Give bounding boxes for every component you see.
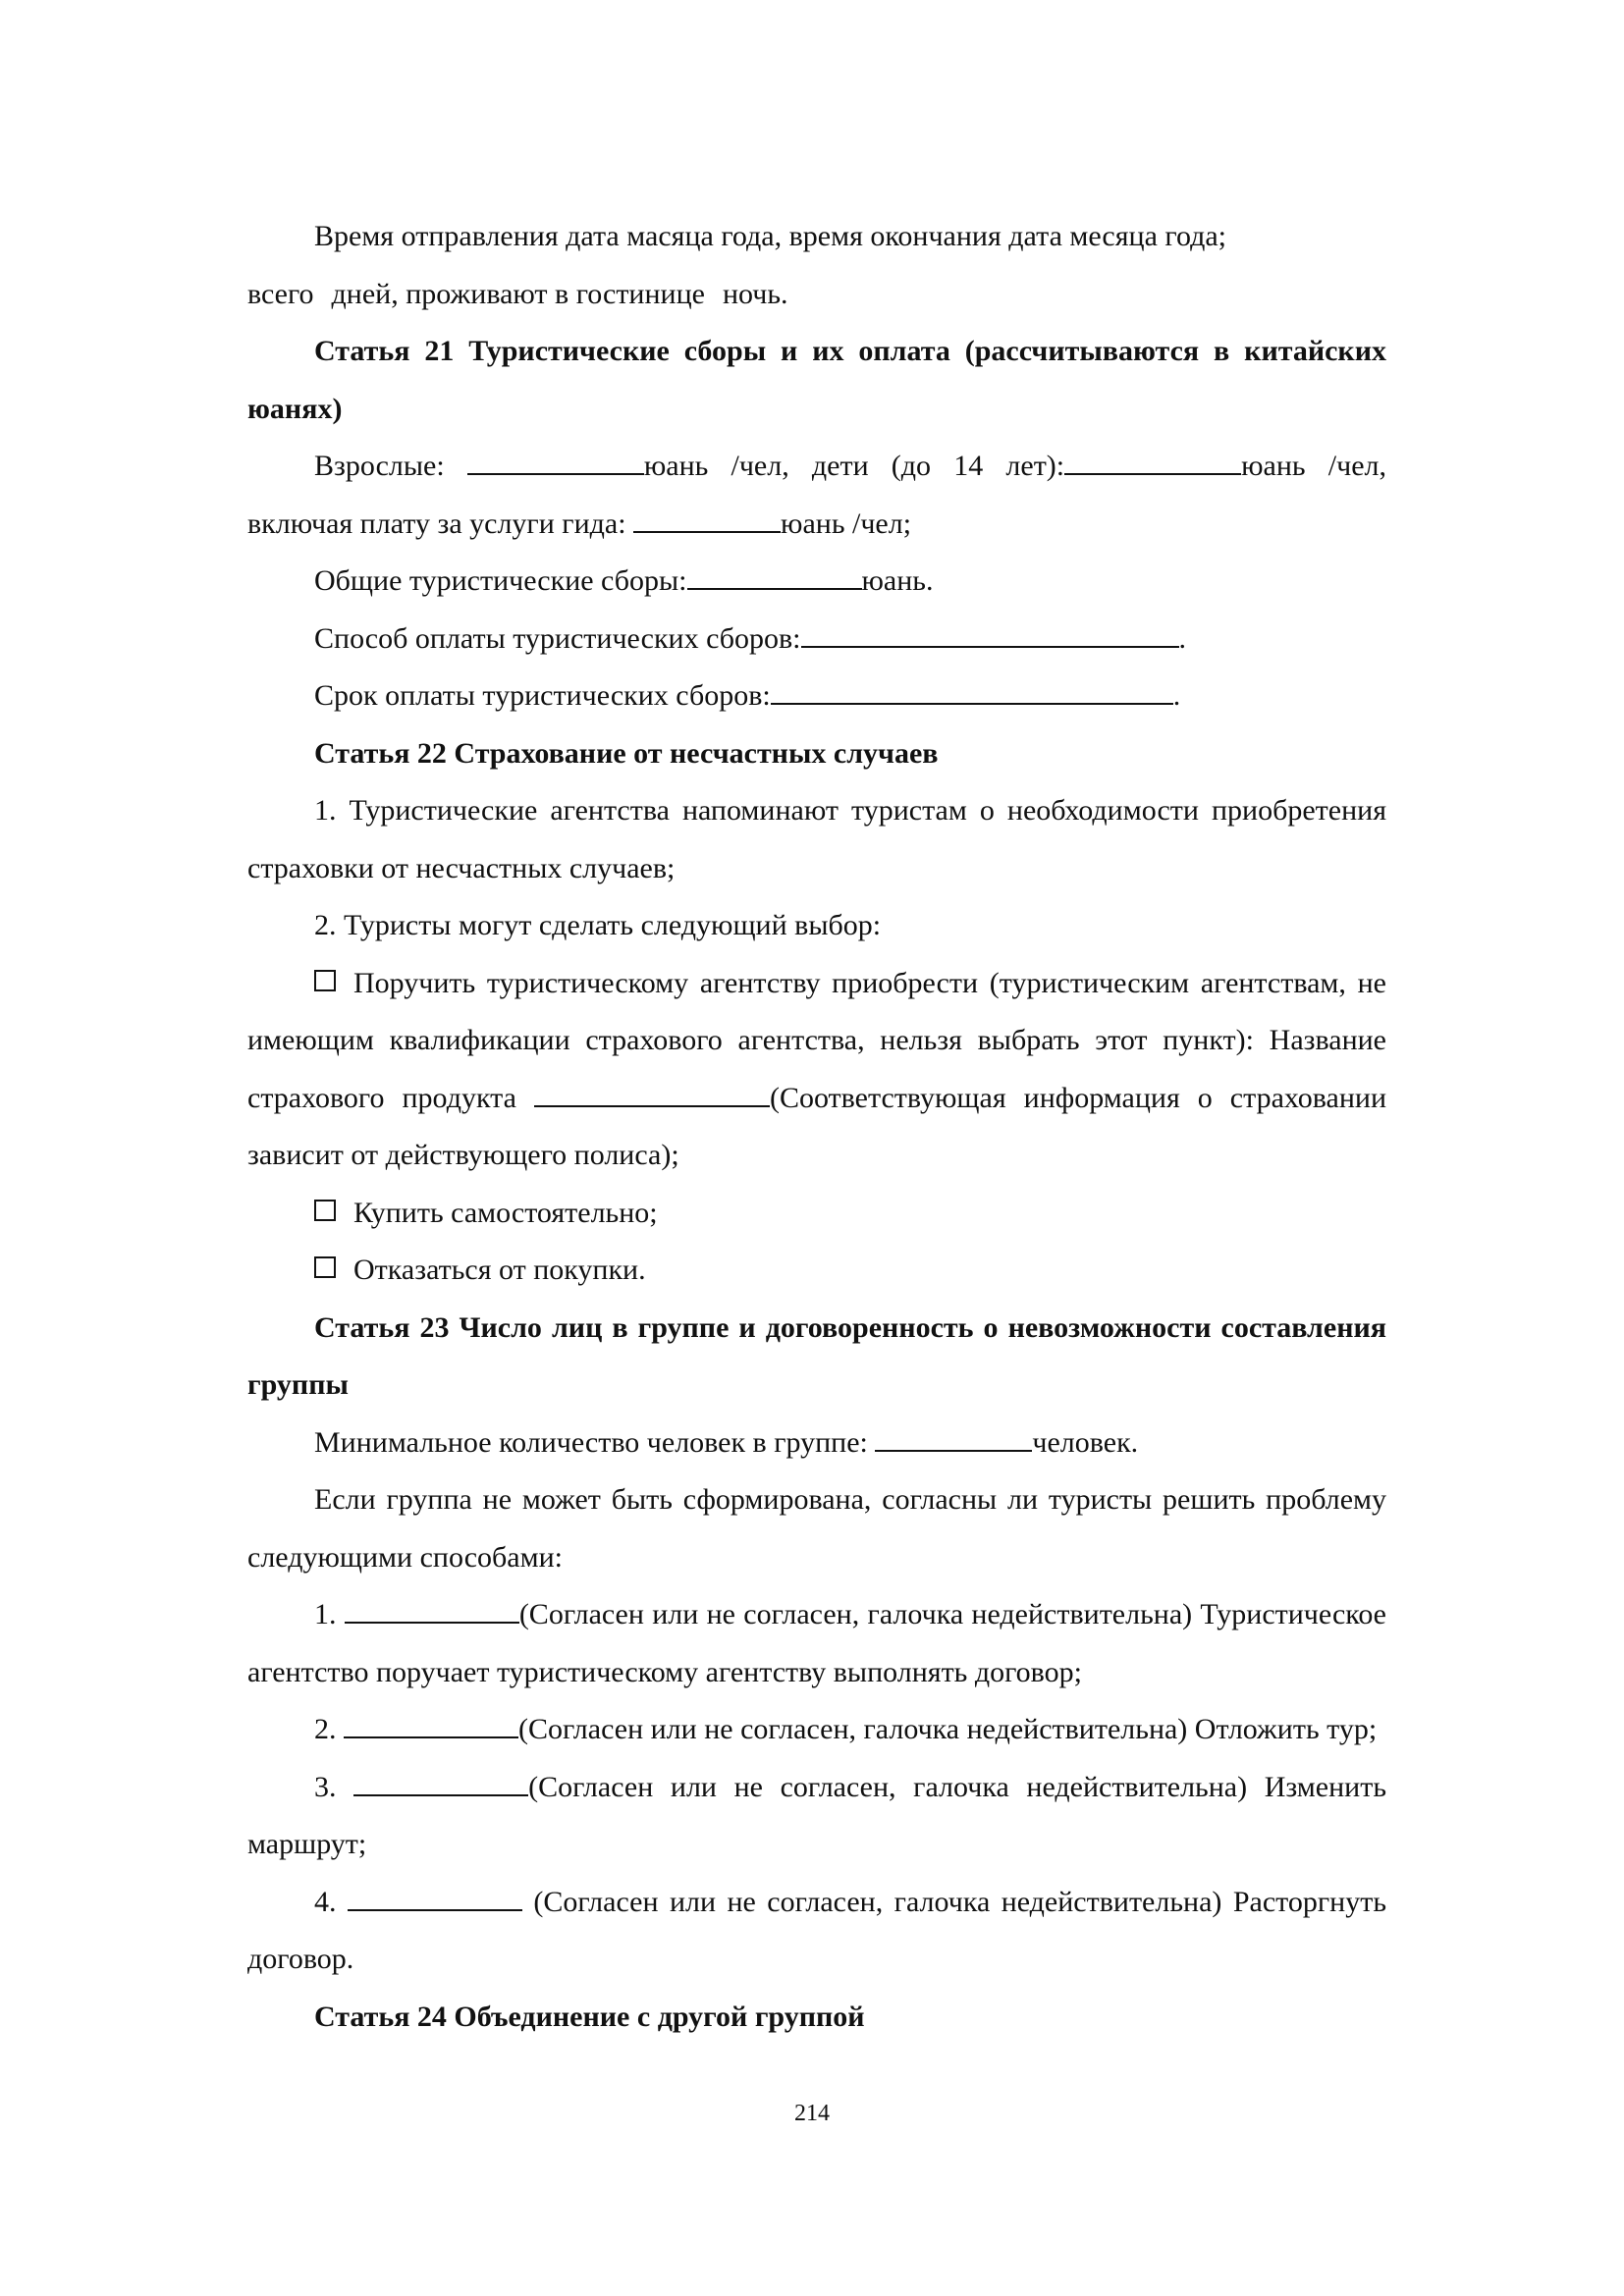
total-fees-line (247, 553, 1386, 611)
consent-num: 1. (314, 1598, 337, 1630)
method-label: Способ оплаты туристических сборов: (314, 621, 801, 655)
consent-item-2 (247, 1701, 1386, 1759)
payment-method-line (247, 611, 1386, 668)
consent-blank[interactable] (353, 1767, 528, 1796)
option-agency-text: Поручить туристическому агентству приобрести (туристическим агентствам, не имеющим квалификации страхового агентства, нельзя выбрать этот пункт): Название страхового продукта (247, 966, 1386, 1114)
consent-item-1 (247, 1586, 1386, 1701)
departure-paragraph (247, 208, 1386, 323)
group-failure-paragraph: Если группа не может быть сформирована, согласны ли туристы решить проблему следующими способами: (247, 1483, 1386, 1574)
total-unit: юань. (861, 564, 934, 597)
payment-term-line (247, 667, 1386, 725)
checkbox-icon[interactable] (314, 970, 336, 991)
article-23-title: Статья 23 Число лиц в группе и договоренность о невозможности составления группы (247, 1310, 1386, 1401)
consent-num: 3. (314, 1770, 337, 1803)
checkbox-icon[interactable] (314, 1200, 336, 1221)
min-group-line (247, 1415, 1386, 1472)
min-unit: человек. (1032, 1425, 1139, 1459)
total-label: Общие туристические сборы: (314, 564, 687, 597)
consent-item-3 (247, 1759, 1386, 1874)
document-body (247, 208, 1386, 2046)
fees-paragraph (247, 438, 1386, 553)
term-period: . (1172, 679, 1181, 712)
guide-unit: юань /чел; (781, 507, 912, 540)
total-fee-blank[interactable] (687, 561, 862, 590)
consent-text: (Согласен или не согласен, галочка недействительна) Отложить тур; (518, 1713, 1378, 1745)
min-group-blank[interactable] (875, 1422, 1032, 1452)
consent-num: 4. (314, 1885, 337, 1918)
adults-label: Взрослые: (314, 450, 445, 482)
method-period: . (1178, 621, 1187, 655)
insurance-option-refuse (247, 1242, 1386, 1300)
article-21-title: Статья 21 Туристические сборы и их оплата (рассчитываются в китайских юанях) (247, 335, 1386, 425)
option-self-text: Купить самостоятельно; (353, 1196, 658, 1229)
guide-fee-blank[interactable] (633, 504, 781, 533)
consent-text: (Согласен или не согласен, галочка недействительна) Расторгнуть договор. (247, 1885, 1387, 1975)
children-fee-blank[interactable] (1064, 446, 1241, 475)
consent-blank[interactable] (348, 1882, 522, 1911)
insurance-option-agency (247, 955, 1386, 1185)
page-number: 214 (794, 2101, 830, 2126)
hotel-text: дней, проживают в гостинице (331, 277, 705, 310)
consent-text: (Согласен или не согласен, галочка недействительна) Туристическое агентство поручает туристическому агентству выполнять договор; (247, 1598, 1386, 1688)
consent-num: 2. (314, 1713, 337, 1745)
payment-term-blank[interactable] (771, 675, 1173, 705)
article-22-title: Статья 22 Страхование от несчастных случаев (314, 736, 939, 770)
insurance-option-self (247, 1185, 1386, 1243)
consent-blank[interactable] (344, 1709, 518, 1738)
children-unit: юань /чел, (1241, 450, 1386, 482)
term-label: Срок оплаты туристических сборов: (314, 679, 771, 712)
article-22-item-1: 1. Туристические агентства напоминают туристам о необходимости приобретения страховки от несчастных случаев; (247, 794, 1386, 884)
guide-label: включая плату за услуги гида: (247, 507, 626, 540)
checkbox-icon[interactable] (314, 1256, 336, 1278)
night-text: ночь. (722, 277, 788, 310)
option-agency-note: (Соответствующая информация о страховании зависит от действующего полиса); (247, 1081, 1386, 1171)
adults-unit: юань /чел, дети (до 14 лет): (643, 450, 1065, 482)
adults-fee-blank[interactable] (467, 446, 644, 475)
option-refuse-text: Отказаться от покупки. (353, 1254, 646, 1286)
article-22-item-2: 2. Туристы могут сделать следующий выбор: (314, 909, 882, 941)
insurance-product-blank[interactable] (534, 1078, 770, 1107)
payment-method-blank[interactable] (801, 618, 1179, 648)
article-24-title: Статья 24 Объединение с другой группой (314, 2000, 865, 2033)
days-label: всего (247, 277, 314, 310)
consent-item-4 (247, 1874, 1386, 1989)
min-label: Минимальное количество человек в группе: (314, 1425, 868, 1459)
departure-text: Время отправления дата масяца года, время окончания дата месяца года; (314, 220, 1227, 252)
consent-blank[interactable] (345, 1594, 519, 1624)
consent-text: (Согласен или не согласен, галочка недействительна) Изменить маршрут; (247, 1770, 1387, 1860)
